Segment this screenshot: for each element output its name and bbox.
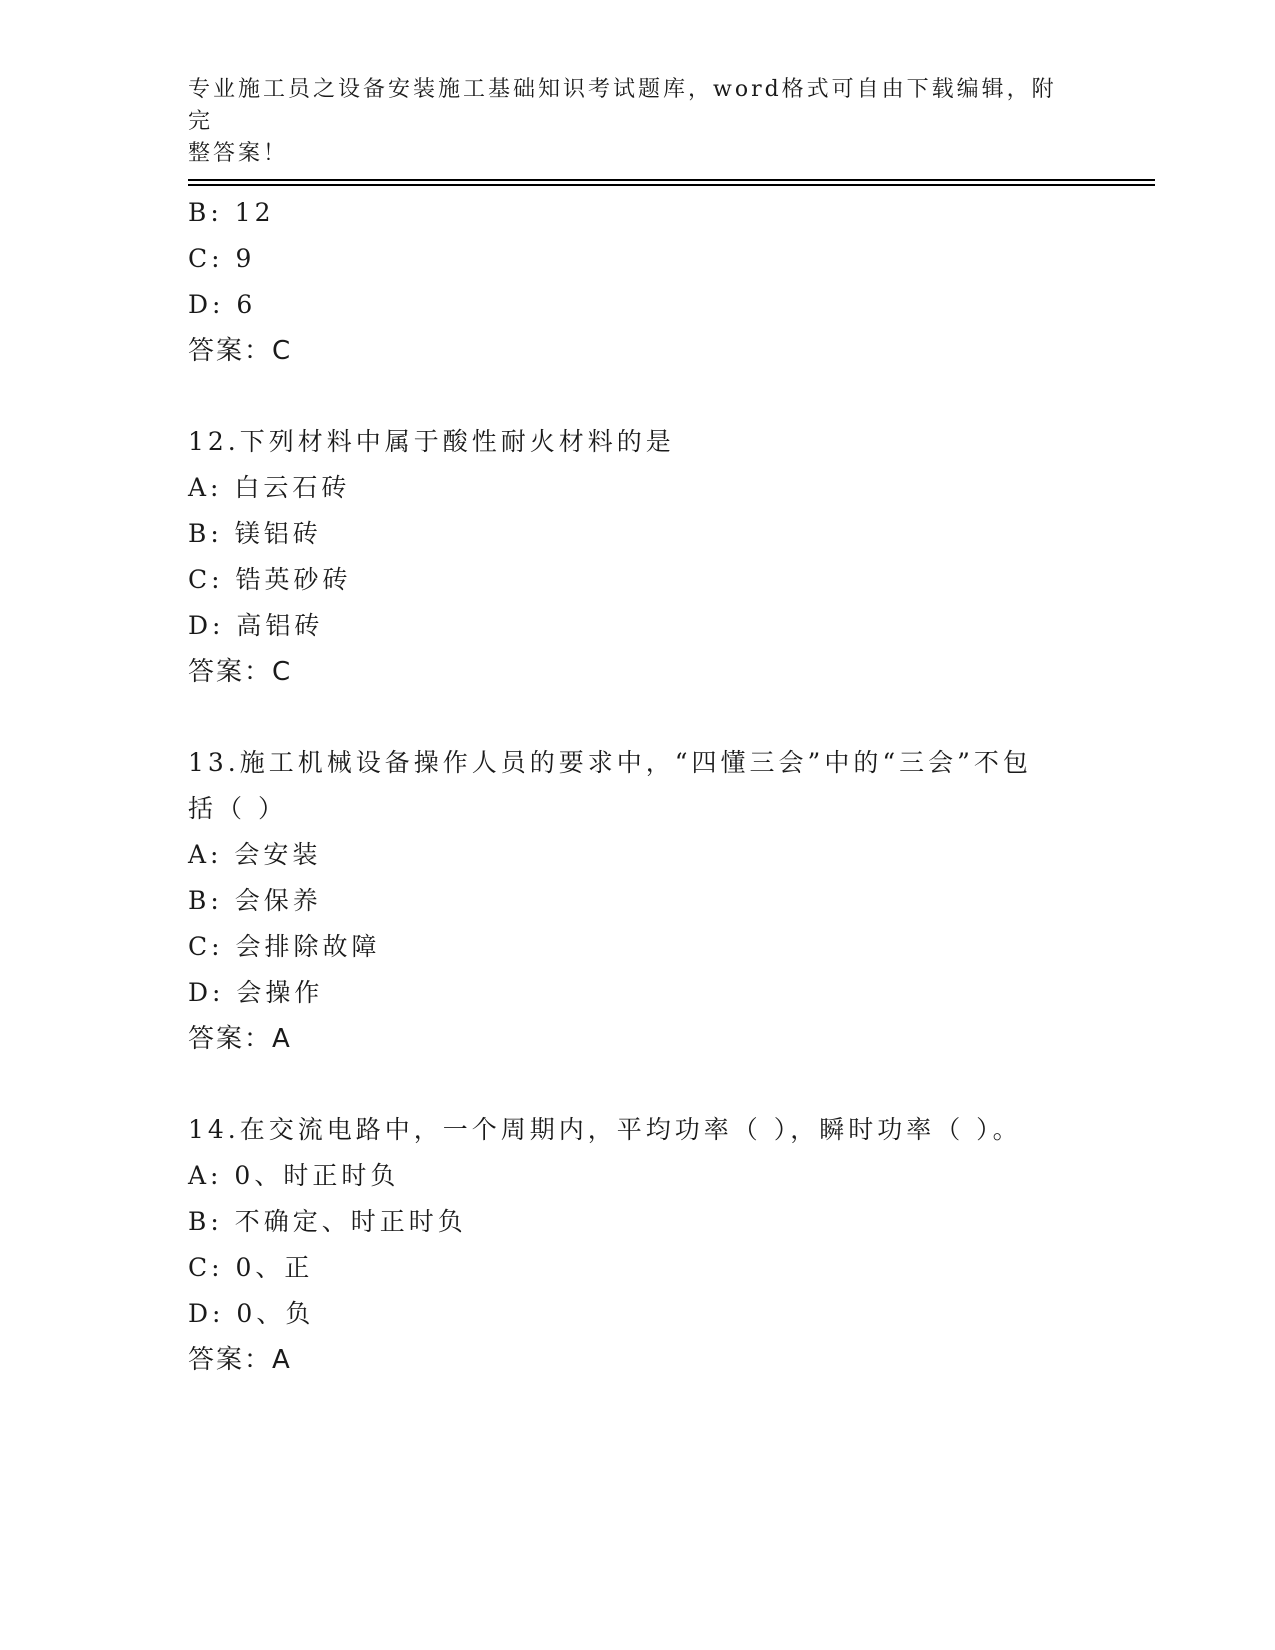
option-c: C: 0、正 xyxy=(188,1253,314,1282)
header-divider-bottom xyxy=(188,184,1155,186)
option-c: C: 9 xyxy=(188,244,256,273)
question-text-line-2: 括（ ） xyxy=(188,794,287,823)
answer: 答案：C xyxy=(188,657,293,687)
option-d: D: 会操作 xyxy=(188,978,324,1007)
option-a: A: 白云石砖 xyxy=(188,473,351,502)
option-d: D: 高铝砖 xyxy=(188,611,324,640)
header-line-2: 整答案！ xyxy=(188,141,289,166)
question-11-continued xyxy=(188,190,1088,374)
question-14 xyxy=(188,1107,1088,1383)
option-c: C: 锆英砂砖 xyxy=(188,565,352,594)
option-b: B: 不确定、时正时负 xyxy=(188,1207,467,1236)
question-text-line-1: 13.施工机械设备操作人员的要求中，“四懂三会”中的“三会”不包 xyxy=(188,748,1032,777)
answer: 答案：A xyxy=(188,1345,292,1375)
question-12 xyxy=(188,419,1088,695)
question-text: 12.下列材料中属于酸性耐火材料的是 xyxy=(188,427,675,456)
question-list xyxy=(188,190,1088,1383)
question-13 xyxy=(188,740,1088,1062)
question-text: 14.在交流电路中，一个周期内，平均功率（ ），瞬时功率（ ）。 xyxy=(188,1115,1022,1144)
header-line-1: 专业施工员之设备安装施工基础知识考试题库，word格式可自由下载编辑，附完 xyxy=(188,77,1057,134)
answer: 答案：A xyxy=(188,1024,292,1054)
document-header xyxy=(188,74,1068,170)
option-a: A: 会安装 xyxy=(188,840,322,869)
answer: 答案：C xyxy=(188,336,293,366)
option-d: D: 0、负 xyxy=(188,1299,315,1328)
header-divider-top xyxy=(188,179,1155,181)
option-b: B: 会保养 xyxy=(188,886,322,915)
option-c: C: 会排除故障 xyxy=(188,932,381,961)
option-d: D: 6 xyxy=(188,290,257,319)
option-b: B: 镁铝砖 xyxy=(188,519,322,548)
option-a: A: 0、时正时负 xyxy=(188,1161,400,1190)
option-b: B: 12 xyxy=(188,198,275,227)
